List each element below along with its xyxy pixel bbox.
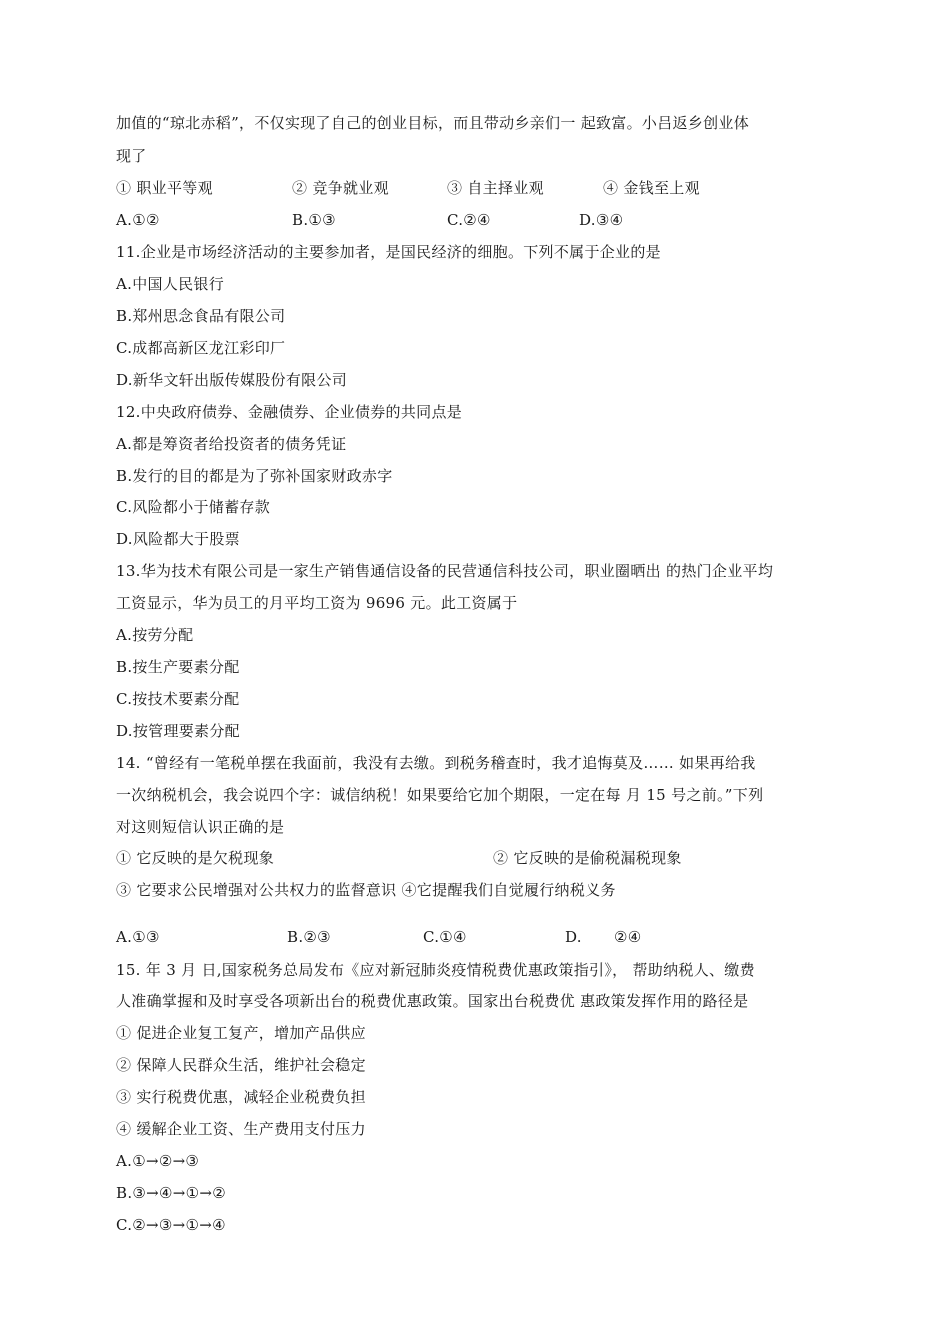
- q12-option-a: A.都是筹资者给投资者的债务凭证: [116, 435, 347, 453]
- q14-option-d-value: ②④: [614, 928, 642, 946]
- q15-item-2: ② 保障人民群众生活，维护社会稳定: [116, 1056, 366, 1074]
- q12-option-c: C.风险都小于储蓄存款: [116, 498, 271, 516]
- q14-stem-line-3: 对这则短信认识正确的是: [116, 818, 285, 836]
- q11-stem: 11.企业是市场经济活动的主要参加者，是国民经济的细胞。下列不属于企业的是: [116, 243, 661, 261]
- q10-option-c: C.②④: [447, 211, 491, 229]
- q10-item-3: ③ 自主择业观: [447, 179, 544, 197]
- q15-item-4: ④ 缓解企业工资、生产费用支付压力: [116, 1120, 366, 1138]
- q14-item-3-4: ③ 它要求公民增强对公共权力的监督意识 ④它提醒我们自觉履行纳税义务: [116, 881, 616, 899]
- q14-option-a: A.①③: [116, 928, 160, 946]
- q14-option-d-label: D.: [565, 928, 582, 946]
- q14-option-c: C.①④: [423, 928, 467, 946]
- q10-option-a: A.①②: [116, 211, 160, 229]
- q10-stem-line-1: 加值的“琼北赤稻”，不仅实现了自己的创业目标，而且带动乡亲们一 起致富。小吕返乡创业体: [116, 114, 750, 132]
- q10-stem-line-2: 现了: [116, 147, 147, 165]
- q13-option-d: D.按管理要素分配: [116, 722, 240, 740]
- q15-option-a: A.①→②→③: [116, 1152, 200, 1170]
- q15-item-1: ① 促进企业复工复产，增加产品供应: [116, 1024, 366, 1042]
- q10-item-1: ① 职业平等观: [116, 179, 213, 197]
- q12-option-d: D.风险都大于股票: [116, 530, 240, 548]
- q12-option-b: B.发行的目的都是为了弥补国家财政赤字: [116, 467, 393, 485]
- q15-option-b: B.③→④→①→②: [116, 1184, 226, 1202]
- q11-option-d: D.新华文轩出版传媒股份有限公司: [116, 371, 348, 389]
- q11-option-a: A.中国人民银行: [116, 275, 225, 293]
- q13-option-b: B.按生产要素分配: [116, 658, 240, 676]
- q14-option-b: B.②③: [287, 928, 331, 946]
- q14-item-1: ① 它反映的是欠税现象: [116, 849, 275, 867]
- q15-stem-line-1: 15. 年 3 月 日,国家税务总局发布《应对新冠肺炎疫情税费优惠政策指引》， 帮助纳税人、缴费: [116, 961, 755, 979]
- q15-option-c: C.②→③→①→④: [116, 1216, 226, 1234]
- q14-item-2: ② 它反映的是偷税漏税现象: [493, 849, 682, 867]
- q11-option-c: C.成都高新区龙江彩印厂: [116, 339, 286, 357]
- q15-stem-line-2: 人准确掌握和及时享受各项新出台的税费优惠政策。国家出台税费优 惠政策发挥作用的路径是: [116, 992, 749, 1010]
- q11-option-b: B.郑州思念食品有限公司: [116, 307, 286, 325]
- q10-item-4: ④ 金钱至上观: [603, 179, 700, 197]
- q10-option-b: B.①③: [292, 211, 336, 229]
- q13-stem-line-1: 13.华为技术有限公司是一家生产销售通信设备的民营通信科技公司，职业圈晒出 的热门企业平均: [116, 562, 774, 580]
- q13-option-c: C.按技术要素分配: [116, 690, 240, 708]
- q14-stem-line-2: 一次纳税机会，我会说四个字：诚信纳税！如果要给它加个期限，一定在每 月 15 号之前。”下列: [116, 786, 764, 804]
- q10-item-2: ② 竞争就业观: [292, 179, 389, 197]
- q13-option-a: A.按劳分配: [116, 626, 194, 644]
- q13-stem-line-2: 工资显示，华为员工的月平均工资为 9696 元。此工资属于: [116, 594, 518, 612]
- q10-option-d: D.③④: [579, 211, 624, 229]
- q12-stem: 12.中央政府债券、金融债券、企业债券的共同点是: [116, 403, 463, 421]
- q14-stem-line-1: 14. “曾经有一笔税单摆在我面前，我没有去缴。到税务稽查时，我才追悔莫及…… 如果再给我: [116, 754, 756, 772]
- q15-item-3: ③ 实行税费优惠，减轻企业税费负担: [116, 1088, 366, 1106]
